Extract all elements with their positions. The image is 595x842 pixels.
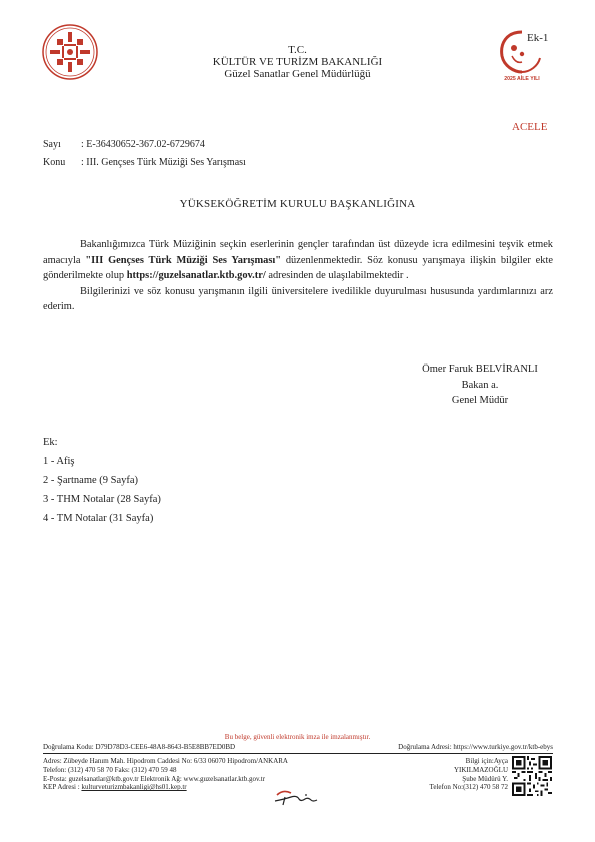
footer-contact-left [43,757,288,792]
body-paragraph-2: Bilgilerinizi ve söz konusu yarışmanın ilgili üniversitelere ivedilikle duyurulması hususunda yardımlarınızı arz ederim. [43,285,553,312]
signer-title-2: Genel Müdür [451,395,509,406]
sayi-label: Sayı [43,139,61,150]
contact-line: YIKILMAZOĞLU [453,765,508,774]
contact-line: Telefon No:(312) 470 58 72 [429,783,508,792]
attachment-item: 4 - TM Notalar (31 Sayfa) [43,513,154,524]
konu-row [43,157,246,168]
qr-code [512,756,552,796]
website-link[interactable]: https://guzelsanatlar.ktb.gov.tr/ [126,270,266,281]
signer-title-1: Bakan a. [461,379,499,391]
addressee: YÜKSEKÖĞRETİM KURULU BAŞKANLIĞINA [179,198,416,210]
konu-value: : III. Gençses Türk Müziği Ses Yarışması [81,157,246,168]
attachment-item: 1 - Afiş [43,456,75,467]
verification-code: Doğrulama Kodu: D79D78D3-CEE6-48A8-8643-B5E8BB7ED0BD [43,743,236,751]
contact-line: Şube Müdürü Y. [462,774,508,783]
footer-phone: Telefon: (312) 470 58 70 Faks: (312) 470 59 48 [43,765,177,774]
urgency-label: ACELE [512,121,548,133]
contact-line: Bilgi için:Ayça [465,757,508,765]
svg-text:2025 AİLE YILI: 2025 AİLE YILI [504,76,540,82]
konu-label: Konu [43,157,66,168]
attachment-item: 2 - Şartname (9 Sayfa) [43,475,139,486]
turkiye-brand-logo [271,785,321,809]
sayi-row [43,139,205,150]
e-signature-notice: Bu belge, güvenli elektronik imza ile imzalanmıştır. [224,733,371,741]
footer-divider [43,753,553,754]
competition-name: "III Gençses Türk Müziği Ses Yarışması" [85,254,282,266]
verification-row [43,743,553,751]
footer-address: Adres: Zübeyde Hanım Mah. Hipodrom Caddesi No: 6/33 06070 Hipodrom/ANKARA [43,757,288,765]
attachments-label: Ek: [43,437,58,448]
verification-address[interactable]: Doğrulama Adresi: https://www.turkiye.gov.tr/ktb-ebys [398,743,553,751]
signature-block [380,362,580,409]
footer-kep: KEP Adresi : kulturveturizmbakanligi@hs01.kep.tr [43,783,187,792]
ministry-logo [42,24,98,80]
letter-body [43,237,553,315]
attachments-list [43,433,161,528]
sayi-value: : E-36430652-367.02-6729674 [81,139,205,150]
footer-contact-right [400,757,508,792]
document-header [150,44,445,80]
signer-name: Ömer Faruk BELVİRANLI [422,364,538,375]
header-ministry: KÜLTÜR VE TURİZM BAKANLIĞI [212,56,383,68]
footer-email: E-Posta: guzelsanatlar@ktb.gov.tr Elektronik Ağ: www.guzelsanatlar.ktb.gov.tr [43,774,266,783]
header-directorate: Güzel Sanatlar Genel Müdürlüğü [224,68,371,80]
header-tc: T.C. [288,44,307,56]
attachment-item: 3 - THM Notalar (28 Sayfa) [43,494,161,505]
attachment-tag: Ek-1 [527,32,549,44]
body-paragraph-1: Bakanlığımızca Türk Müziğinin seçkin eserlerinin gençler tarafından üst düzeyde icra edilmesini teşvik etmek amacıyla "III Gençses Türk Müziği Ses Yarışması" düzenlenmektedir. Söz konusu yarışmaya ilişkin bilgiler ekte gönderilmekte olup https://guzelsanatlar.ktb.gov.tr/ adresinden de ulaşılabilmektedir . [43,239,553,281]
kep-link[interactable]: kulturveturizmbakanligi@hs01.kep.tr [81,783,187,792]
